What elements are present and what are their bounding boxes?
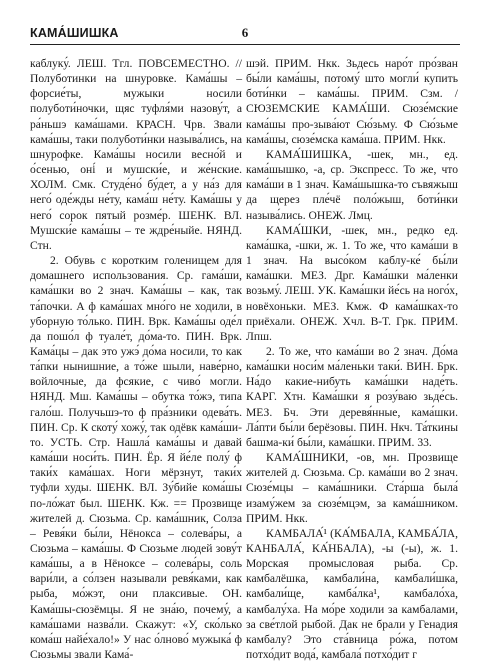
left-column — [30, 56, 242, 662]
page-number: 6 — [241, 25, 249, 40]
entry-paragraph: КАМА́ШИШКА, -шек, мн., ед. кама́шышко, -а, ср. Экспресс. То же, что кама́ши в 1 знач. Кама́шышка-то съвяжыш да щерез пле́чё поло́жыш, боти́нки называ́лись. ОНЕЖ. Лмц. — [246, 147, 458, 222]
right-column — [246, 56, 458, 662]
entry-paragraph: шэй. ПРИМ. Нкк. Зьдесь наро́т про́зван бы́ли кама́шы, потому́ што могли́ купить боти́нки – кама́шы. ПРИМ. Сзм. / СЮЗЕМСКИЕ КАМА́ШИ. Сюзе́мские кама́шы про-зыва́ют Сю́зьму. Ф Сю́зьме кама́шы, сюзе́мска кама́ша. ПРИМ. Нкк. — [246, 57, 458, 146]
page-header — [30, 22, 460, 45]
running-headword: КАМА́ШИШКА — [30, 26, 119, 40]
entry-paragraph: КАМА́ШКИ, -шек, мн., редко ед. кама́шка, -шки, ж. 1. То же, что кама́ши в 1 знач. На высо́ком каблу-ке́ бы́ли кама́шки. МЕЗ. Дрг. Кама́шки ма́ленки возьму́. ЛЕШ. УК. Кама́шки йе́сь на ного́х, новёхоньки. МЕЗ. Кмж. Ф кама́шках-то приёхали. ОНЕЖ. Хчл. В-Т. Грк. ПРИМ. Лпш. — [246, 223, 458, 343]
entry-paragraph: 2. Обувь с коротким голенищем для домашнего использования. Ср. гама́ши, кама́шки во 2 знач. Кама́шы – как, так та́почки. А ф кама́шах мно́го не ходили, в уборную то́лько. ПИН. Врк. Кама́шы оде́л да пошо́л ф туале́т, до́ма-то. ПИН. Врк. Кама́цы – дак это ужэ́ до́ма носили, то как та́пки нынишние, а то́же шыли, наве́рно, войлочные, да фсякие, с чиво́ могли. НЯНД. Мш. Кама́шы – обутка то́жэ, типа гало́ш. Получьшэ-то ф пра́зники одева́ть. ПИН. Ср. К скоту́ хожу́, так одёвк кама́ши-то. УСТЬ. Стр. Нашла́ кама́шы и давай кама́ши носи́ть. ПИН. Ёр. Я йе́ле полу́ ф таки́х кама́шах. Ноги мёрзнут, таки́х туфли худы. ШЕНК. ВЛ. Зу́бийе кома́шы по-ло́жат был. ШЕНК. Кж. == Прозвище жителей д. Сюзьма. Ср. кама́шник, Солза – Ревя́ки бы́ли, Нёнокса – солева́ры, а Сюзьма – кама́шы. Ф Сюзьме людей зову́т кама́шы, а в Нёноксе – солева́ры, соль вари́ли, а со́лзен называли ревя́ками, как рыба, мо́жэт, они плаксивые. ОН. Кама́шы-сюзёмцы. Я не зна́ю, почему́, а кама́шами назва́ли. Скажут: «У, ско́лько кома́ш найе́хало!» У нас о́лново́ мужыка́ ф Сюзьмы звали Кама́- — [30, 254, 242, 662]
entry-paragraph: 2. То же, что кама́ши во 2 знач. До́ма кама́шки носи́м ма́леньки таки́. ВИН. Брк. На́до какие-нибуть кама́шки наде́ть. КАРГ. Хтн. Кама́шки я розу́ваю зьде́сь. МЕЗ. Бч. Эти деревя́нные, кама́шки. Ла́пти бы́ли берёзовы. ПИН. Нкч. Та́ткины башма-ки́ бы́ли, кама́шки. ПРИМ. 33. — [246, 344, 458, 449]
entry-paragraph: КАМА́ШНИКИ, -ов, мн. Прозвище жителей д. Сюзьма. Ср. кама́ши во 2 знач. Сюзе́мцы – кама́шники. Ста́рша была́ изаму́жем за сюзе́мцэм, за кама́шником. ПРИМ. Нкк. — [246, 451, 458, 525]
entry-paragraph: каблуку́. ЛЕШ. Тгл. ПОВСЕМЕСТНО. // Полуботинки на шнуровке. Кама́шы – форсие́ты, мужыки носили полуботи́ночки, щяс туфля́ми назову́т, а ра́ньшэ кама́шами. КРАСН. Чрв. Звали кама́шы, таки полуботи́нки называ́лись, на шнурофке. Кама́шы носили весно́й и о́сенью, оні́ и мушски́е, и же́нские. ХОЛМ. Смк. Студе́но́ бу́дет, а у на́з для него́ оде́жды не́ту, кама́ш не́ту. Кама́шы у него́ сорок пятый розме́р. ШЕНК. ВЛ. Мушски́е кама́шы – те ждре́ныйе. НЯНД. Стн. — [30, 57, 242, 252]
entry-paragraph: КАМБАЛА́¹ (КА́МБАЛА, КАМБА́ЛА, КАНБАЛА́, КА́НБАЛА), -ы (-ы), ж. 1. Морская промысловая рыба. Ср. камбалёшка, камбали́на, камбали́шка, камбали́ще, камба́лка¹, камбало́ха, камбалу́ха. На мо́ре ходили за камбалами, за све́тлой рыбой. Дак не брали у Генадия камбалу? Это ста́вница ро́жа, потом потхо́дит вода́, камбала́ потхо́дит г — [246, 526, 458, 662]
